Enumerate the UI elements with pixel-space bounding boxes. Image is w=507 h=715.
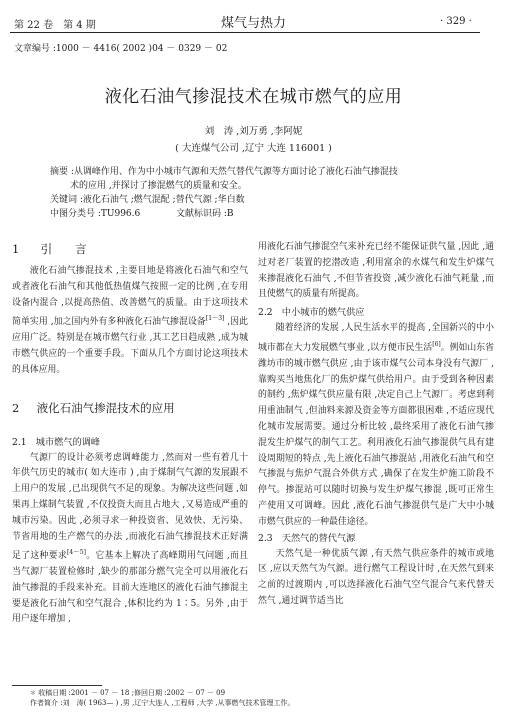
abstract-line: 摘要 :从调峰作用、作为中小城市气源和天然气替代气源等方面讨论了液化石油气掺混技 (50, 167, 398, 177)
subsection-heading: 2.2 中小城市的燃气供应 (258, 307, 365, 319)
text-line: 混合 ,体积比约为 1∶5。另外 ,由于用户逐年增加 , (12, 598, 249, 625)
citation: [6] (432, 340, 441, 348)
text-line: 用液化石油气掺混供气具有建设周期短的特点 ,先 (258, 437, 495, 464)
section-heading (12, 240, 248, 258)
text-line: 气和空气或者液化石油气和其他低热值煤气按照一 (12, 266, 249, 292)
journal-name: 煤气与热力 (220, 16, 286, 31)
text-line: 量 ,因此 ,通过对老厂装置的挖潜改造 ,利用富余的 (258, 242, 494, 268)
abstract (50, 165, 470, 221)
left-column (12, 240, 248, 628)
section-number: 1 (12, 242, 20, 256)
text-line: 。它基本上解决了高峰期用气 (85, 551, 206, 562)
text-line: 有着几十年供气历史的城市( 如大连市 ) ,由于煤制 (12, 452, 249, 479)
text-line: 水煤气和发生炉煤气来掺混液化石油气 ,不但节省 (258, 257, 495, 284)
text-line: 满足了这种要求 (12, 531, 249, 562)
text-line: 因此 ,必须寻求一种投资省、见效快、无污染、节省用 (12, 515, 249, 542)
paragraph (12, 264, 248, 379)
citation: [1～3] (205, 315, 225, 323)
received-date: ＊ 收稿日期 :2001 － 07 － 18 ;修回日期 :2002 － 07 － 09 (30, 689, 226, 697)
footnote-text: 收稿日期 :2001 － 07 － 18 ;修回日期 :2002 － 07 － 09 (38, 689, 226, 697)
text-line: ,因此应用广泛。特 (12, 317, 248, 344)
text-line: 城市或地区 ,应以天然气为气源。进行燃气工程设 (258, 548, 495, 575)
clc-number: 中图分类号 :TU996.6 (50, 209, 141, 219)
section-title: 液化石油气掺混技术的应用 (36, 400, 175, 415)
footnote (30, 689, 495, 708)
text-line: 。例如山东省潍坊市的城市燃气供应 ,由于 (258, 342, 495, 369)
header-rule (10, 32, 480, 33)
paragraph (258, 240, 494, 303)
classification (50, 207, 470, 221)
subsection-heading: 2.1 城市燃气的调峰 (12, 436, 101, 448)
text-line: 液化石油气掺混技术 ,主要目地是将液化石油 (29, 266, 212, 276)
document-code: 文献标识码 :B (176, 209, 234, 219)
text-line: 上液化石油气掺混站 ,用液化石油气和空气掺混与 (258, 453, 494, 480)
text-line: 提高。 (337, 289, 365, 300)
text-line: 可正常生产使用又可调峰。因此 ,液化石油气掺混 (258, 485, 495, 511)
text-line: 利用重油制气 ,但油料来源及资金等方面都很困难 , (258, 390, 494, 417)
paragraph (12, 451, 248, 629)
text-line: 完全可以用液化石油气掺混的手段来补充。目前大 (12, 567, 249, 593)
text-line: 兴的中小城市都在大力发展燃气事业 ,以方便市民 (258, 323, 494, 353)
text-line: 生活 (414, 342, 433, 353)
text-line: 连地区的液化石油气掺混主要是液化石油气和空气 (12, 582, 249, 609)
text-line: 采用了液化石油气掺混发生炉煤气的制气工艺。利 (258, 421, 495, 448)
text-line: 仅投资大而且占地大 ,又易造成严重的城市污染。 (12, 499, 248, 526)
article-number: 文章编号 :1000 － 4416( 2002 )04 － 0329 － 02 (14, 44, 228, 54)
text-line: 供气是广大中小城市燃气供应的一种最佳途径。 (258, 500, 495, 527)
running-header-issue: 第 22 卷 第 4 期 (14, 20, 96, 31)
section-heading (12, 399, 248, 417)
text-line: 随着经济的发展 ,人民生活水平的提高 ,全国新 (275, 323, 459, 334)
section-number: 2 (12, 400, 20, 415)
text-line: 计时 ,在天然气到来之前的过渡期内 ,可以选择液化 (258, 564, 494, 591)
text-line: 的现象。为解决这些问题 ,如果再上煤制气装置 ,不 (12, 484, 248, 510)
text-line: 的焦炉煤气供给用户。由于受到各种因素的制约 , (258, 374, 495, 401)
text-line: 用液化石油气掺混空气来补充已经不能保证供气 (258, 242, 447, 252)
abstract-line: 术的应用 ,并探讨了掺混燃气的质量和安全。 (70, 181, 247, 191)
text-line: 定的比例 ,在专用设备内混合 ,以提高热值、改善燃 (12, 281, 248, 308)
text-line: 焦炉煤气供应量有限 ,决定自己上气源厂。考虑到 (290, 390, 486, 401)
citation: [4～5] (67, 549, 86, 557)
section-title: 引 言 (40, 242, 87, 256)
authors: 刘 涛 ,刘万勇 ,李阿妮 (204, 126, 303, 137)
keywords: 关键词 :液化石油气 ;燃气混配 ;替代气源 ;华白数 (50, 195, 245, 205)
text-line: 该市煤气公司本身没有气源厂 ,靠购买当地焦化厂 (258, 358, 494, 385)
text-line: 气供应的一个重要手段。下面从几个方面讨论这项 (30, 348, 231, 359)
text-line: 技术的具体应用。 (12, 348, 249, 375)
footnote-rule (12, 685, 102, 686)
text-line: 焦炉气混合外供方式 ,确保了在发生炉施工阶段不 (294, 469, 495, 480)
page-number: · 329 · (440, 16, 472, 27)
author-bio: 作者简介 :刘 涛( 1963— ) ,男 ,辽宁大连人 ,工程师 ,大学 ,从事燃气技术管理工作。 (30, 698, 295, 707)
text-line: 不适应现代化城市发展需要。通过分析比较 ,最终 (258, 406, 494, 432)
subsection-heading: 2.3 天然气的替代气源 (258, 532, 356, 544)
text-line: 气气源的发展跟不上用户的发展 ,已出现供气不足 (12, 468, 248, 495)
text-line: 投资 ,减少液化石油气耗量 ,而且使燃气的质量有所 (258, 273, 494, 300)
text-line: 别是在城市燃气行业 ,其工艺日趋成熟 ,成为城市燃 (12, 333, 248, 359)
text-line: 地的生产燃气的办法 ,而液化石油气掺混技术正好 (39, 531, 240, 542)
paper-title: 液化石油气掺混技术在城市燃气的应用 (104, 87, 403, 107)
text-line: 问题 ,而且当气源厂装置检修时 ,缺少的那部分燃气 (12, 551, 248, 578)
text-line: 气的质量。由于这项技术简单实用 ,加之国内外有 (12, 297, 248, 328)
text-line: 石油气空气混合气来代替天然气 ,通过调节适当比 (258, 580, 494, 606)
paragraph (258, 321, 494, 530)
paragraph (258, 547, 494, 610)
right-column (258, 240, 494, 610)
text-line: 气源厂的设计必须考虑调峰能力 ,然而对一些 (29, 452, 212, 463)
text-line: 多种液化石油气掺混设备 (107, 317, 206, 328)
text-line: 天然气是一种优质气源 ,有天然气供应条件的 (275, 548, 458, 559)
affiliation: ( 大连煤气公司 ,辽宁 大连 116001 ) (175, 143, 332, 154)
text-line: 停气。掺混站可以随时切换与发生炉煤气掺混 ,既 (258, 485, 458, 496)
